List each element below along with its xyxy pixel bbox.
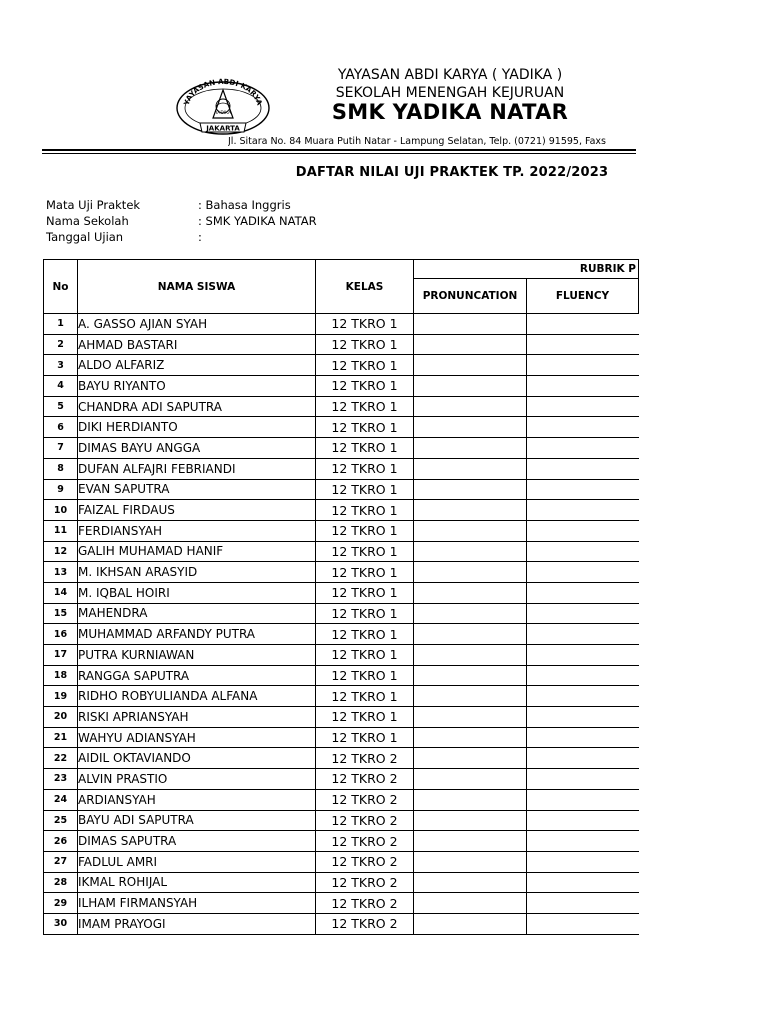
class-cell: 12 TKRO 2: [316, 748, 414, 769]
row-number-cell: 10: [44, 500, 78, 521]
student-name-cell: PUTRA KURNIAWAN: [78, 645, 316, 666]
school-address: Jl. Sitara No. 84 Muara Putih Natar - Lampung Selatan, Telp. (0721) 91595, Faxs: [228, 136, 606, 147]
pronunciation-score-cell[interactable]: [414, 479, 527, 500]
student-name-cell: WAHYU ADIANSYAH: [78, 727, 316, 748]
student-name-cell: BAYU ADI SAPUTRA: [78, 810, 316, 831]
pronunciation-score-cell[interactable]: [414, 438, 527, 459]
info-label: Nama Sekolah: [46, 214, 129, 228]
info-value: : SMK YADIKA NATAR: [198, 214, 317, 228]
class-cell: 12 TKRO 1: [316, 500, 414, 521]
header-class: KELAS: [316, 260, 414, 314]
pronunciation-score-cell[interactable]: [414, 417, 527, 438]
pronunciation-score-cell[interactable]: [414, 458, 527, 479]
student-name-cell: RIDHO ROBYULIANDA ALFANA: [78, 686, 316, 707]
grades-table-body: [44, 314, 639, 935]
class-cell: 12 TKRO 1: [316, 727, 414, 748]
pronunciation-score-cell[interactable]: [414, 769, 527, 790]
class-cell: 12 TKRO 1: [316, 334, 414, 355]
row-number-cell: 21: [44, 727, 78, 748]
table-row: [44, 500, 639, 521]
student-name-cell: A. GASSO AJIAN SYAH: [78, 314, 316, 335]
table-row: [44, 624, 639, 645]
header-no: No: [44, 260, 78, 314]
pronunciation-score-cell[interactable]: [414, 376, 527, 397]
fluency-score-cell[interactable]: [527, 562, 639, 583]
student-name-cell: AIDIL OKTAVIANDO: [78, 748, 316, 769]
row-number-cell: 8: [44, 458, 78, 479]
fluency-score-cell[interactable]: [527, 458, 639, 479]
row-number-cell: 5: [44, 396, 78, 417]
table-row: [44, 396, 639, 417]
fluency-score-cell[interactable]: [527, 810, 639, 831]
pronunciation-score-cell[interactable]: [414, 831, 527, 852]
table-row: [44, 872, 639, 893]
row-number-cell: 20: [44, 707, 78, 728]
pronunciation-score-cell[interactable]: [414, 582, 527, 603]
row-number-cell: 6: [44, 417, 78, 438]
class-cell: 12 TKRO 1: [316, 541, 414, 562]
student-name-cell: RISKI APRIANSYAH: [78, 707, 316, 728]
fluency-score-cell[interactable]: [527, 727, 639, 748]
row-number-cell: 13: [44, 562, 78, 583]
pronunciation-score-cell[interactable]: [414, 707, 527, 728]
fluency-score-cell[interactable]: [527, 376, 639, 397]
pronunciation-score-cell[interactable]: [414, 520, 527, 541]
class-cell: 12 TKRO 1: [316, 665, 414, 686]
class-cell: 12 TKRO 2: [316, 851, 414, 872]
table-row: [44, 851, 639, 872]
student-name-cell: CHANDRA ADI SAPUTRA: [78, 396, 316, 417]
info-value: : Bahasa Inggris: [198, 198, 291, 212]
table-row: [44, 789, 639, 810]
table-row: [44, 458, 639, 479]
info-row-school: [46, 214, 317, 228]
student-name-cell: BAYU RIYANTO: [78, 376, 316, 397]
row-number-cell: 16: [44, 624, 78, 645]
class-cell: 12 TKRO 1: [316, 458, 414, 479]
school-name: SMK YADIKA NATAR: [331, 100, 569, 124]
fluency-score-cell[interactable]: [527, 355, 639, 376]
header-rubric-label: RUBRIK P: [579, 263, 636, 275]
row-number-cell: 25: [44, 810, 78, 831]
info-label: Tanggal Ujian: [46, 230, 124, 244]
row-number-cell: 14: [44, 582, 78, 603]
header-fluency: FLUENCY: [527, 279, 639, 314]
row-number-cell: 1: [44, 314, 78, 335]
pronunciation-score-cell[interactable]: [414, 727, 527, 748]
row-number-cell: 22: [44, 748, 78, 769]
row-number-cell: 4: [44, 376, 78, 397]
student-name-cell: IMAM PRAYOGI: [78, 913, 316, 934]
header-rubric: [414, 260, 639, 279]
fluency-score-cell[interactable]: [527, 396, 639, 417]
student-name-cell: DIMAS SAPUTRA: [78, 831, 316, 852]
student-name-cell: ARDIANSYAH: [78, 789, 316, 810]
class-cell: 12 TKRO 2: [316, 872, 414, 893]
student-name-cell: RANGGA SAPUTRA: [78, 665, 316, 686]
class-cell: 12 TKRO 2: [316, 913, 414, 934]
fluency-score-cell[interactable]: [527, 851, 639, 872]
class-cell: 12 TKRO 1: [316, 707, 414, 728]
class-cell: 12 TKRO 1: [316, 686, 414, 707]
table-row: [44, 355, 639, 376]
fluency-score-cell[interactable]: [527, 314, 639, 335]
logo-banner-text: JAKARTA: [206, 124, 240, 133]
row-number-cell: 27: [44, 851, 78, 872]
table-row: [44, 893, 639, 914]
fluency-score-cell[interactable]: [527, 582, 639, 603]
header-pronunciation: PRONUNCATION: [414, 279, 527, 314]
pronunciation-score-cell[interactable]: [414, 686, 527, 707]
pronunciation-score-cell[interactable]: [414, 314, 527, 335]
row-number-cell: 2: [44, 334, 78, 355]
fluency-score-cell[interactable]: [527, 500, 639, 521]
table-row: [44, 541, 639, 562]
fluency-score-cell[interactable]: [527, 707, 639, 728]
fluency-score-cell[interactable]: [527, 789, 639, 810]
pronunciation-score-cell[interactable]: [414, 603, 527, 624]
student-name-cell: AHMAD BASTARI: [78, 334, 316, 355]
class-cell: 12 TKRO 2: [316, 810, 414, 831]
table-row: [44, 831, 639, 852]
row-number-cell: 15: [44, 603, 78, 624]
class-cell: 12 TKRO 1: [316, 314, 414, 335]
table-row: [44, 769, 639, 790]
class-cell: 12 TKRO 1: [316, 624, 414, 645]
school-type: SEKOLAH MENENGAH KEJURUAN: [335, 85, 565, 101]
student-name-cell: FERDIANSYAH: [78, 520, 316, 541]
row-number-cell: 17: [44, 645, 78, 666]
info-row-subject: [46, 198, 291, 212]
table-row: [44, 748, 639, 769]
table-row: [44, 645, 639, 666]
fluency-score-cell[interactable]: [527, 665, 639, 686]
class-cell: 12 TKRO 2: [316, 789, 414, 810]
info-label: Mata Uji Praktek: [46, 198, 141, 212]
student-name-cell: M. IKHSAN ARASYID: [78, 562, 316, 583]
pronunciation-score-cell[interactable]: [414, 355, 527, 376]
class-cell: 12 TKRO 1: [316, 355, 414, 376]
table-row: [44, 707, 639, 728]
row-number-cell: 26: [44, 831, 78, 852]
row-number-cell: 24: [44, 789, 78, 810]
student-name-cell: DUFAN ALFAJRI FEBRIANDI: [78, 458, 316, 479]
table-row: [44, 520, 639, 541]
student-name-cell: FADLUL AMRI: [78, 851, 316, 872]
row-number-cell: 30: [44, 913, 78, 934]
class-cell: 12 TKRO 1: [316, 603, 414, 624]
fluency-score-cell[interactable]: [527, 520, 639, 541]
row-number-cell: 11: [44, 520, 78, 541]
pronunciation-score-cell[interactable]: [414, 913, 527, 934]
pronunciation-score-cell[interactable]: [414, 334, 527, 355]
fluency-score-cell[interactable]: [527, 334, 639, 355]
class-cell: 12 TKRO 1: [316, 417, 414, 438]
table-row: [44, 314, 639, 335]
logo-inner-text: YADIKA: [214, 111, 232, 116]
pronunciation-score-cell[interactable]: [414, 645, 527, 666]
student-name-cell: GALIH MUHAMAD HANIF: [78, 541, 316, 562]
crest-logo-icon: [174, 76, 272, 136]
table-row: [44, 603, 639, 624]
class-cell: 12 TKRO 1: [316, 479, 414, 500]
table-row: [44, 665, 639, 686]
fluency-score-cell[interactable]: [527, 479, 639, 500]
class-cell: 12 TKRO 2: [316, 831, 414, 852]
fluency-score-cell[interactable]: [527, 438, 639, 459]
table-row: [44, 727, 639, 748]
pronunciation-score-cell[interactable]: [414, 396, 527, 417]
student-name-cell: MUHAMMAD ARFANDY PUTRA: [78, 624, 316, 645]
row-number-cell: 3: [44, 355, 78, 376]
pronunciation-score-cell[interactable]: [414, 624, 527, 645]
row-number-cell: 18: [44, 665, 78, 686]
fluency-score-cell[interactable]: [527, 417, 639, 438]
fluency-score-cell[interactable]: [527, 603, 639, 624]
header-student-name: NAMA SISWA: [78, 260, 316, 314]
logo-arc-text: YAYASAN ABDI KARYA: [181, 76, 265, 107]
fluency-score-cell[interactable]: [527, 541, 639, 562]
student-name-cell: DIMAS BAYU ANGGA: [78, 438, 316, 459]
class-cell: 12 TKRO 1: [316, 438, 414, 459]
student-name-cell: ILHAM FIRMANSYAH: [78, 893, 316, 914]
fluency-score-cell[interactable]: [527, 624, 639, 645]
pronunciation-score-cell[interactable]: [414, 872, 527, 893]
pronunciation-score-cell[interactable]: [414, 541, 527, 562]
table-row: [44, 810, 639, 831]
pronunciation-score-cell[interactable]: [414, 500, 527, 521]
header-rule-thick: [42, 149, 636, 151]
student-name-cell: ALDO ALFARIZ: [78, 355, 316, 376]
fluency-score-cell[interactable]: [527, 872, 639, 893]
fluency-score-cell[interactable]: [527, 893, 639, 914]
class-cell: 12 TKRO 1: [316, 376, 414, 397]
fluency-score-cell[interactable]: [527, 913, 639, 934]
student-name-cell: DIKI HERDIANTO: [78, 417, 316, 438]
class-cell: 12 TKRO 1: [316, 396, 414, 417]
row-number-cell: 9: [44, 479, 78, 500]
table-row: [44, 582, 639, 603]
pronunciation-score-cell[interactable]: [414, 748, 527, 769]
row-number-cell: 29: [44, 893, 78, 914]
class-cell: 12 TKRO 1: [316, 520, 414, 541]
table-row: [44, 479, 639, 500]
table-row: [44, 913, 639, 934]
table-row: [44, 334, 639, 355]
pronunciation-score-cell[interactable]: [414, 665, 527, 686]
document-title: DAFTAR NILAI UJI PRAKTEK TP. 2022/2023: [295, 165, 609, 180]
class-cell: 12 TKRO 2: [316, 893, 414, 914]
row-number-cell: 28: [44, 872, 78, 893]
row-number-cell: 12: [44, 541, 78, 562]
row-number-cell: 7: [44, 438, 78, 459]
pronunciation-score-cell[interactable]: [414, 562, 527, 583]
fluency-score-cell[interactable]: [527, 645, 639, 666]
info-row-date: [46, 230, 202, 244]
row-number-cell: 19: [44, 686, 78, 707]
table-row: [44, 686, 639, 707]
info-value: :: [198, 230, 202, 244]
fluency-score-cell[interactable]: [527, 831, 639, 852]
class-cell: 12 TKRO 1: [316, 562, 414, 583]
table-row: [44, 376, 639, 397]
student-name-cell: FAIZAL FIRDAUS: [78, 500, 316, 521]
student-name-cell: IKMAL ROHIJAL: [78, 872, 316, 893]
class-cell: 12 TKRO 2: [316, 769, 414, 790]
fluency-score-cell[interactable]: [527, 686, 639, 707]
table-row: [44, 438, 639, 459]
header-rule-thin: [42, 153, 636, 154]
student-name-cell: M. IQBAL HOIRI: [78, 582, 316, 603]
pronunciation-score-cell[interactable]: [414, 789, 527, 810]
student-name-cell: EVAN SAPUTRA: [78, 479, 316, 500]
student-name-cell: ALVIN PRASTIO: [78, 769, 316, 790]
table-row: [44, 562, 639, 583]
pronunciation-score-cell[interactable]: [414, 893, 527, 914]
pronunciation-score-cell[interactable]: [414, 851, 527, 872]
pronunciation-score-cell[interactable]: [414, 810, 527, 831]
class-cell: 12 TKRO 1: [316, 645, 414, 666]
grades-table: [43, 259, 639, 935]
fluency-score-cell[interactable]: [527, 769, 639, 790]
foundation-name: YAYASAN ABDI KARYA ( YADIKA ): [337, 67, 563, 83]
student-name-cell: MAHENDRA: [78, 603, 316, 624]
class-cell: 12 TKRO 1: [316, 582, 414, 603]
table-row: [44, 417, 639, 438]
row-number-cell: 23: [44, 769, 78, 790]
fluency-score-cell[interactable]: [527, 748, 639, 769]
